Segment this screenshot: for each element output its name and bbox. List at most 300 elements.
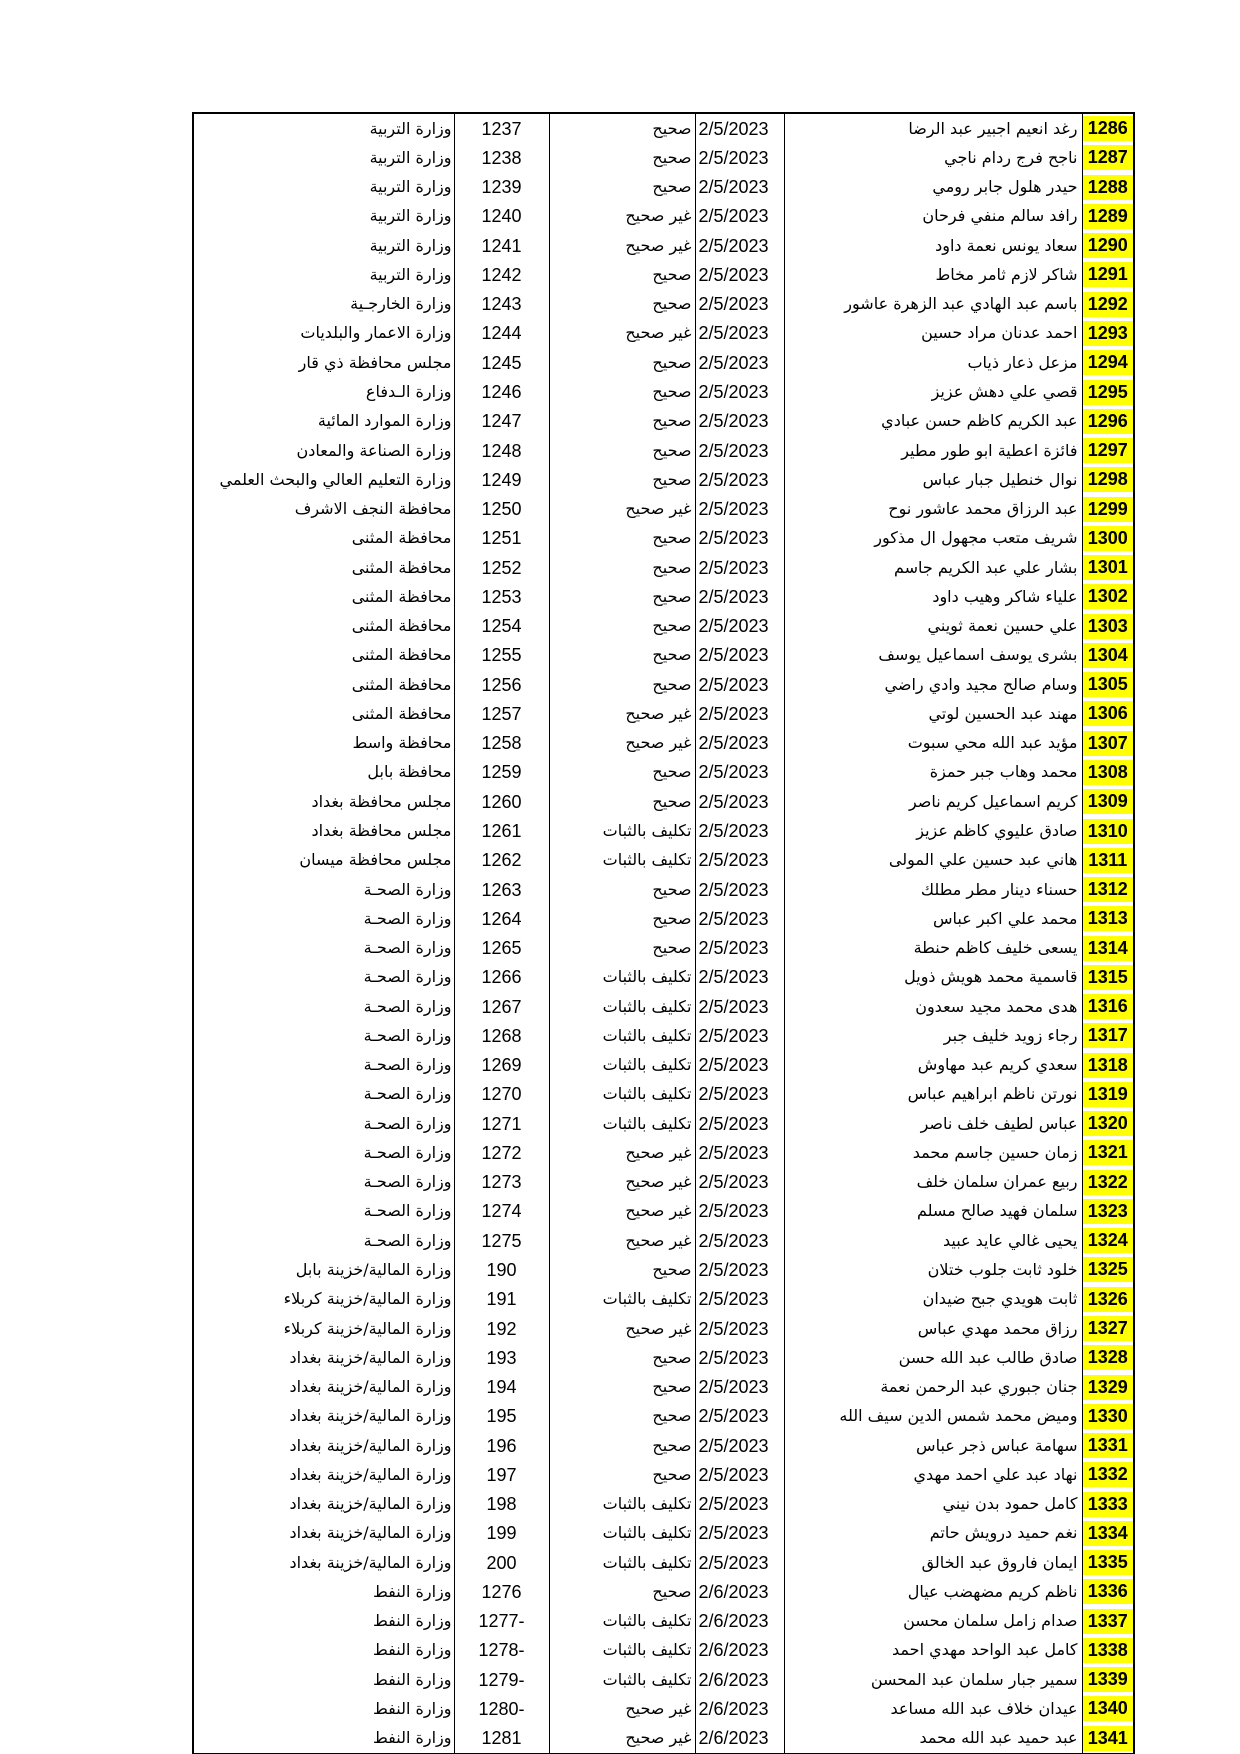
serial-number: 1339 xyxy=(1083,1667,1134,1692)
full-name: سعاد يونس نعمة داود xyxy=(784,231,1082,260)
serial-number: 1338 xyxy=(1083,1638,1134,1663)
reference-number: 1242 xyxy=(454,260,549,289)
table-row xyxy=(193,143,1134,172)
date: 2/5/2023 xyxy=(695,290,784,319)
department: وزارة النفط xyxy=(193,1694,454,1723)
reference-number: 1259 xyxy=(454,758,549,787)
reference-number: 1237 xyxy=(454,113,549,143)
full-name: نورتن ناظم ابراهيم عباس xyxy=(784,1080,1082,1109)
date: 2/5/2023 xyxy=(695,1109,784,1138)
reference-number: 195 xyxy=(454,1402,549,1431)
department: مجلس محافظة بغداد xyxy=(193,787,454,816)
status: تكليف بالثبات xyxy=(549,1636,695,1665)
full-name: هاني عبد حسين علي المولى xyxy=(784,846,1082,875)
table-row xyxy=(193,1285,1134,1314)
department: محافظة المثنى xyxy=(193,612,454,641)
full-name: احمد عدنان مراد حسين xyxy=(784,319,1082,348)
date: 2/6/2023 xyxy=(695,1607,784,1636)
reference-number: 1240 xyxy=(454,202,549,231)
table-row xyxy=(193,1607,1134,1636)
department: وزارة الصحـة xyxy=(193,933,454,962)
status: صحيح xyxy=(549,1402,695,1431)
serial-number: 1314 xyxy=(1083,936,1134,961)
serial-number: 1291 xyxy=(1083,262,1134,287)
reference-number: 1247 xyxy=(454,407,549,436)
table-row xyxy=(193,377,1134,406)
serial-number-cell xyxy=(1082,904,1134,933)
full-name: جنان جبوري عبد الرحمن نعمة xyxy=(784,1372,1082,1401)
department: مجلس محافظة بغداد xyxy=(193,816,454,845)
table-row xyxy=(193,846,1134,875)
serial-number: 1293 xyxy=(1083,321,1134,346)
serial-number: 1311 xyxy=(1083,848,1134,873)
serial-number: 1310 xyxy=(1083,819,1134,844)
serial-number-cell xyxy=(1082,1226,1134,1255)
serial-number: 1288 xyxy=(1083,175,1134,200)
department: وزارة النفط xyxy=(193,1636,454,1665)
status: تكليف بالثبات xyxy=(549,1080,695,1109)
full-name: زمان حسين جاسم محمد xyxy=(784,1138,1082,1167)
reference-number: 1270 xyxy=(454,1080,549,1109)
department: وزارة الصناعة والمعادن xyxy=(193,436,454,465)
serial-number-cell xyxy=(1082,641,1134,670)
reference-number: 197 xyxy=(454,1460,549,1489)
department: محافظة المثنى xyxy=(193,553,454,582)
department: وزارة الخارجـية xyxy=(193,290,454,319)
date: 2/5/2023 xyxy=(695,699,784,728)
serial-number: 1336 xyxy=(1083,1579,1134,1604)
status: صحيح xyxy=(549,143,695,172)
table-row xyxy=(193,1431,1134,1460)
full-name: محمد علي اكبر عباس xyxy=(784,904,1082,933)
table-row xyxy=(193,173,1134,202)
serial-number: 1312 xyxy=(1083,877,1134,902)
table-row xyxy=(193,641,1134,670)
serial-number: 1319 xyxy=(1083,1082,1134,1107)
serial-number-cell xyxy=(1082,494,1134,523)
reference-number: 1264 xyxy=(454,904,549,933)
table-row xyxy=(193,582,1134,611)
status: غير صحيح xyxy=(549,1314,695,1343)
table-row xyxy=(193,524,1134,553)
status: صحيح xyxy=(549,553,695,582)
reference-number: 1241 xyxy=(454,231,549,260)
department: محافظة واسط xyxy=(193,729,454,758)
department: وزارة التربية xyxy=(193,231,454,260)
serial-number: 1301 xyxy=(1083,555,1134,580)
serial-number: 1341 xyxy=(1083,1726,1134,1751)
full-name: قاسمية محمد هويش ذويل xyxy=(784,963,1082,992)
serial-number-cell xyxy=(1082,1285,1134,1314)
full-name: شريف متعب مجهول ال مذكور xyxy=(784,524,1082,553)
full-name: كريم اسماعيل كريم ناصر xyxy=(784,787,1082,816)
table-row xyxy=(193,1168,1134,1197)
serial-number-cell xyxy=(1082,1607,1134,1636)
serial-number-cell xyxy=(1082,202,1134,231)
status: صحيح xyxy=(549,641,695,670)
serial-number-cell xyxy=(1082,524,1134,553)
reference-number: 1279- xyxy=(454,1665,549,1694)
date: 2/5/2023 xyxy=(695,1080,784,1109)
department: محافظة النجف الاشرف xyxy=(193,494,454,523)
full-name: وسام صالح مجيد وادي راضي xyxy=(784,670,1082,699)
department: وزارة الصحـة xyxy=(193,904,454,933)
status: صحيح xyxy=(549,1577,695,1606)
date: 2/5/2023 xyxy=(695,904,784,933)
status: غير صحيح xyxy=(549,699,695,728)
full-name: شاكر لازم ثامر مخاط xyxy=(784,260,1082,289)
serial-number-cell xyxy=(1082,260,1134,289)
status: صحيح xyxy=(549,290,695,319)
serial-number-cell xyxy=(1082,1489,1134,1518)
date: 2/5/2023 xyxy=(695,816,784,845)
department: وزارة المالية/خزينة كربلاء xyxy=(193,1285,454,1314)
table-row xyxy=(193,231,1134,260)
date: 2/5/2023 xyxy=(695,1519,784,1548)
status: تكليف بالثبات xyxy=(549,846,695,875)
serial-number-cell xyxy=(1082,992,1134,1021)
reference-number: 1273 xyxy=(454,1168,549,1197)
table-row xyxy=(193,1021,1134,1050)
status: صحيح xyxy=(549,582,695,611)
table-row xyxy=(193,670,1134,699)
full-name: وميض محمد شمس الدين سيف الله xyxy=(784,1402,1082,1431)
table-row xyxy=(193,612,1134,641)
full-name: خلود ثابت جلوب ختلان xyxy=(784,1255,1082,1284)
date: 2/5/2023 xyxy=(695,1431,784,1460)
serial-number-cell xyxy=(1082,173,1134,202)
status: صحيح xyxy=(549,377,695,406)
reference-number: 1249 xyxy=(454,465,549,494)
status: غير صحيح xyxy=(549,1138,695,1167)
serial-number-cell xyxy=(1082,1080,1134,1109)
department: محافظة المثنى xyxy=(193,641,454,670)
table-row xyxy=(193,758,1134,787)
date: 2/5/2023 xyxy=(695,1138,784,1167)
status: تكليف بالثبات xyxy=(549,1109,695,1138)
table-row xyxy=(193,904,1134,933)
department: وزارة المالية/خزينة بغداد xyxy=(193,1460,454,1489)
department: وزارة المالية/خزينة بغداد xyxy=(193,1548,454,1577)
table-row xyxy=(193,816,1134,845)
department: وزارة التربية xyxy=(193,173,454,202)
date: 2/5/2023 xyxy=(695,582,784,611)
date: 2/5/2023 xyxy=(695,113,784,143)
department: محافظة المثنى xyxy=(193,699,454,728)
department: وزارة التربية xyxy=(193,202,454,231)
serial-number-cell xyxy=(1082,758,1134,787)
department: وزارة التربية xyxy=(193,113,454,143)
status: صحيح xyxy=(549,1343,695,1372)
serial-number-cell xyxy=(1082,436,1134,465)
status: تكليف بالثبات xyxy=(549,1489,695,1518)
full-name: مزعل ذعار ذياب xyxy=(784,348,1082,377)
status: تكليف بالثبات xyxy=(549,816,695,845)
date: 2/5/2023 xyxy=(695,143,784,172)
full-name: بشرى يوسف اسماعيل يوسف xyxy=(784,641,1082,670)
department: وزارة المالية/خزينة بابل xyxy=(193,1255,454,1284)
reference-number: 1271 xyxy=(454,1109,549,1138)
serial-number-cell xyxy=(1082,933,1134,962)
reference-number: 1280- xyxy=(454,1694,549,1723)
reference-number: 1250 xyxy=(454,494,549,523)
serial-number-cell xyxy=(1082,1519,1134,1548)
date: 2/5/2023 xyxy=(695,1197,784,1226)
date: 2/5/2023 xyxy=(695,670,784,699)
reference-number: 1257 xyxy=(454,699,549,728)
status: غير صحيح xyxy=(549,1168,695,1197)
full-name: ايمان فاروق عبد الخالق xyxy=(784,1548,1082,1577)
serial-number: 1309 xyxy=(1083,789,1134,814)
department: وزارة الموارد المائية xyxy=(193,407,454,436)
date: 2/5/2023 xyxy=(695,846,784,875)
serial-number: 1300 xyxy=(1083,526,1134,551)
full-name: حسناء دينار مطر مطلك xyxy=(784,875,1082,904)
department: وزارة الصحـة xyxy=(193,963,454,992)
full-name: عباس لطيف خلف ناصر xyxy=(784,1109,1082,1138)
full-name: قصي علي دهش عزيز xyxy=(784,377,1082,406)
date: 2/5/2023 xyxy=(695,1021,784,1050)
table-row xyxy=(193,787,1134,816)
department: وزارة الصحـة xyxy=(193,1197,454,1226)
reference-number: 1256 xyxy=(454,670,549,699)
date: 2/5/2023 xyxy=(695,1051,784,1080)
department: وزارة النفط xyxy=(193,1607,454,1636)
serial-number: 1297 xyxy=(1083,438,1134,463)
serial-number-cell xyxy=(1082,1109,1134,1138)
serial-number-cell xyxy=(1082,1314,1134,1343)
status: غير صحيح xyxy=(549,494,695,523)
full-name: علياء شاكر وهيب داود xyxy=(784,582,1082,611)
status: صحيح xyxy=(549,875,695,904)
reference-number: 1267 xyxy=(454,992,549,1021)
table-row xyxy=(193,1519,1134,1548)
date: 2/6/2023 xyxy=(695,1636,784,1665)
date: 2/5/2023 xyxy=(695,1460,784,1489)
date: 2/5/2023 xyxy=(695,1489,784,1518)
full-name: كامل حمود بدن نيني xyxy=(784,1489,1082,1518)
records-table-container xyxy=(192,112,1133,1754)
table-row xyxy=(193,1548,1134,1577)
serial-number-cell xyxy=(1082,1402,1134,1431)
full-name: محمد وهاب جبر حمزة xyxy=(784,758,1082,787)
date: 2/5/2023 xyxy=(695,758,784,787)
table-row xyxy=(193,1080,1134,1109)
serial-number: 1321 xyxy=(1083,1140,1134,1165)
table-row xyxy=(193,1724,1134,1754)
reference-number: 1277- xyxy=(454,1607,549,1636)
reference-number: 190 xyxy=(454,1255,549,1284)
reference-number: 1278- xyxy=(454,1636,549,1665)
full-name: سمير جبار سلمان عبد المحسن xyxy=(784,1665,1082,1694)
serial-number-cell xyxy=(1082,465,1134,494)
department: وزارة المالية/خزينة كربلاء xyxy=(193,1314,454,1343)
reference-number: 1272 xyxy=(454,1138,549,1167)
serial-number-cell xyxy=(1082,1636,1134,1665)
date: 2/5/2023 xyxy=(695,231,784,260)
table-row xyxy=(193,1109,1134,1138)
serial-number: 1332 xyxy=(1083,1462,1134,1487)
serial-number-cell xyxy=(1082,729,1134,758)
full-name: سعدي كريم عبد مهاوش xyxy=(784,1051,1082,1080)
full-name: ناظم كريم مضهضب عيال xyxy=(784,1577,1082,1606)
serial-number-cell xyxy=(1082,582,1134,611)
table-row xyxy=(193,1255,1134,1284)
status: صحيح xyxy=(549,670,695,699)
status: غير صحيح xyxy=(549,729,695,758)
status: غير صحيح xyxy=(549,202,695,231)
table-row xyxy=(193,1372,1134,1401)
status: صحيح xyxy=(549,933,695,962)
reference-number: 1260 xyxy=(454,787,549,816)
department: محافظة المثنى xyxy=(193,670,454,699)
date: 2/5/2023 xyxy=(695,260,784,289)
status: غير صحيح xyxy=(549,1226,695,1255)
full-name: رافد سالم منفي فرحان xyxy=(784,202,1082,231)
serial-number: 1298 xyxy=(1083,467,1134,492)
table-row xyxy=(193,1694,1134,1723)
reference-number: 1238 xyxy=(454,143,549,172)
serial-number: 1308 xyxy=(1083,760,1134,785)
full-name: ربيع عمران سلمان خلف xyxy=(784,1168,1082,1197)
serial-number: 1289 xyxy=(1083,204,1134,229)
serial-number: 1320 xyxy=(1083,1111,1134,1136)
status: صحيح xyxy=(549,436,695,465)
table-row xyxy=(193,1051,1134,1080)
serial-number: 1292 xyxy=(1083,292,1134,317)
department: وزارة المالية/خزينة بغداد xyxy=(193,1489,454,1518)
reference-number: 1254 xyxy=(454,612,549,641)
status: تكليف بالثبات xyxy=(549,1021,695,1050)
status: صحيح xyxy=(549,407,695,436)
status: غير صحيح xyxy=(549,231,695,260)
date: 2/6/2023 xyxy=(695,1665,784,1694)
status: غير صحيح xyxy=(549,1694,695,1723)
serial-number: 1337 xyxy=(1083,1609,1134,1634)
table-row xyxy=(193,933,1134,962)
department: وزارة النفط xyxy=(193,1665,454,1694)
table-row xyxy=(193,553,1134,582)
date: 2/5/2023 xyxy=(695,933,784,962)
table-row xyxy=(193,1138,1134,1167)
table-row xyxy=(193,992,1134,1021)
date: 2/5/2023 xyxy=(695,1372,784,1401)
table-row xyxy=(193,1460,1134,1489)
status: صحيح xyxy=(549,1460,695,1489)
reference-number: 1246 xyxy=(454,377,549,406)
serial-number: 1322 xyxy=(1083,1170,1134,1195)
serial-number-cell xyxy=(1082,875,1134,904)
department: وزارة الصحـة xyxy=(193,1021,454,1050)
date: 2/5/2023 xyxy=(695,377,784,406)
department: وزارة النفط xyxy=(193,1577,454,1606)
records-table-body xyxy=(193,113,1134,1754)
full-name: بشار علي عبد الكريم جاسم xyxy=(784,553,1082,582)
serial-number-cell xyxy=(1082,787,1134,816)
status: صحيح xyxy=(549,1431,695,1460)
department: وزارة التربية xyxy=(193,260,454,289)
status: غير صحيح xyxy=(549,1197,695,1226)
full-name: مؤيد عبد الله محي سبوت xyxy=(784,729,1082,758)
reference-number: 1244 xyxy=(454,319,549,348)
department: وزارة الصحـة xyxy=(193,992,454,1021)
reference-number: 194 xyxy=(454,1372,549,1401)
reference-number: 198 xyxy=(454,1489,549,1518)
reference-number: 200 xyxy=(454,1548,549,1577)
serial-number-cell xyxy=(1082,1431,1134,1460)
serial-number: 1316 xyxy=(1083,994,1134,1019)
table-row xyxy=(193,875,1134,904)
date: 2/5/2023 xyxy=(695,1343,784,1372)
table-row xyxy=(193,407,1134,436)
table-row xyxy=(193,1489,1134,1518)
table-row xyxy=(193,699,1134,728)
full-name: يسعى خليف كاظم حنطة xyxy=(784,933,1082,962)
department: وزارة الصحـة xyxy=(193,1226,454,1255)
table-row xyxy=(193,1665,1134,1694)
records-table xyxy=(192,112,1135,1754)
date: 2/5/2023 xyxy=(695,1314,784,1343)
status: تكليف بالثبات xyxy=(549,1285,695,1314)
reference-number: 1268 xyxy=(454,1021,549,1050)
table-row xyxy=(193,963,1134,992)
table-row xyxy=(193,729,1134,758)
date: 2/5/2023 xyxy=(695,1285,784,1314)
full-name: رزاق محمد مهدي عباس xyxy=(784,1314,1082,1343)
full-name: سلمان فهيد صالح مسلم xyxy=(784,1197,1082,1226)
serial-number-cell xyxy=(1082,612,1134,641)
serial-number: 1327 xyxy=(1083,1316,1134,1341)
full-name: حيدر هلول جابر رومي xyxy=(784,173,1082,202)
serial-number-cell xyxy=(1082,377,1134,406)
department: وزارة المالية/خزينة بغداد xyxy=(193,1431,454,1460)
full-name: سهامة عباس ذجر عباس xyxy=(784,1431,1082,1460)
serial-number: 1302 xyxy=(1083,584,1134,609)
date: 2/6/2023 xyxy=(695,1694,784,1723)
full-name: رغد انعيم اجبير عبد الرضا xyxy=(784,113,1082,143)
reference-number: 1275 xyxy=(454,1226,549,1255)
serial-number-cell xyxy=(1082,1343,1134,1372)
department: وزارة الصحـة xyxy=(193,1080,454,1109)
status: صحيح xyxy=(549,173,695,202)
department: وزارة النفط xyxy=(193,1724,454,1754)
table-row xyxy=(193,113,1134,143)
serial-number: 1326 xyxy=(1083,1287,1134,1312)
status: تكليف بالثبات xyxy=(549,1548,695,1577)
status: غير صحيح xyxy=(549,319,695,348)
date: 2/5/2023 xyxy=(695,465,784,494)
table-row xyxy=(193,494,1134,523)
status: صحيح xyxy=(549,787,695,816)
serial-number: 1323 xyxy=(1083,1199,1134,1224)
serial-number-cell xyxy=(1082,143,1134,172)
date: 2/5/2023 xyxy=(695,202,784,231)
serial-number: 1303 xyxy=(1083,614,1134,639)
status: صحيح xyxy=(549,524,695,553)
serial-number: 1315 xyxy=(1083,965,1134,990)
serial-number-cell xyxy=(1082,1021,1134,1050)
serial-number: 1304 xyxy=(1083,643,1134,668)
full-name: يحيى غالي عايد عبيد xyxy=(784,1226,1082,1255)
reference-number: 193 xyxy=(454,1343,549,1372)
serial-number: 1287 xyxy=(1083,145,1134,170)
reference-number: 1281 xyxy=(454,1724,549,1754)
table-row xyxy=(193,1226,1134,1255)
serial-number: 1313 xyxy=(1083,906,1134,931)
serial-number-cell xyxy=(1082,1197,1134,1226)
reference-number: 196 xyxy=(454,1431,549,1460)
date: 2/5/2023 xyxy=(695,319,784,348)
